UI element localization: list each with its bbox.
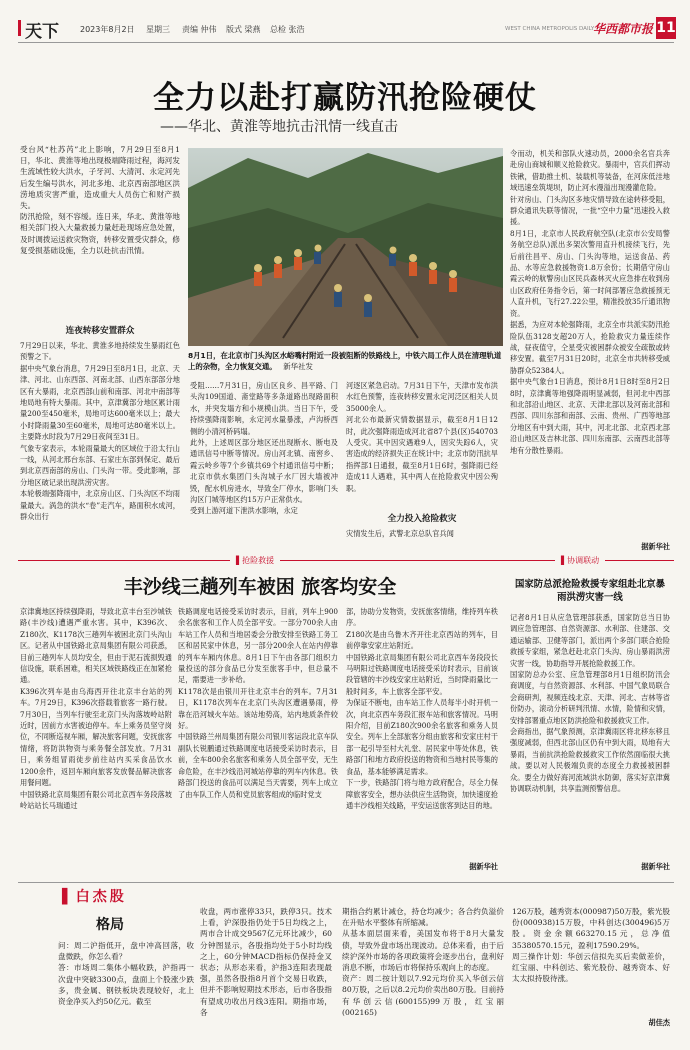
main-subtitle: ——华北、黄淮等地抗击汛情一线直击 [160, 119, 398, 135]
page-number-text: 11 [656, 20, 676, 36]
tag-coordination [555, 554, 605, 567]
proof-credit: 总检 张浩 [270, 25, 305, 34]
article3-headline: 国家防总派抢险救援专家组赴北京暴雨洪涝灾害一线 [514, 579, 665, 603]
article1-col3-text: 河逐区紧急启动。7月31日下午，天津市发布洪水红色预警，连夜转移安置永定河泛区相关人员35000余人。 河北公布最新灾情数据显示，截至8月1日12时，此次强降雨造成河北省87个县(区)540703人受灾。其中因灾遇难9人，因灾失踪6人，灾害造成的经济损失正在统计中；北京市防汛抗旱指挥部1日通报，截至8月1日6时，强降雨已经造成11人遇难，其中两人在抢险救灾中因公殉职。 [346, 381, 498, 493]
paper-logo [593, 18, 655, 38]
issue-weekday: 星期三 [146, 25, 170, 34]
stock-section-title [62, 886, 127, 906]
tag-rescue [230, 554, 280, 567]
article1-signature: 据新华社 [641, 542, 670, 551]
article3-signature: 据新华社 [641, 862, 670, 871]
layout-credit: 版式 梁燕 [226, 25, 261, 34]
tag-rescue-label: 抢险救援 [242, 556, 275, 565]
masthead-rule [18, 42, 674, 43]
union-label: WEST CHINA METROPOLIS DAILY [505, 26, 595, 32]
article2-headline: 丰沙线三趟列车被困 旅客均安全 [123, 576, 397, 598]
photo-credit: 新华社发 [283, 362, 313, 371]
tag-rescue-marker-icon: ▌ [236, 556, 243, 565]
page-number [656, 17, 676, 39]
stock-col4 [512, 906, 670, 1042]
article1-subheading-1: 连夜转移安置群众 [65, 326, 135, 336]
lead-paragraph: 受台风“杜苏芮”北上影响，7月29日至8月1日，华北、黄淮等地出现极端降雨过程，海河发生流域性较大洪水，子牙河、大清河、永定河先后发生编号洪水，河北多地、北京西南部地区洪涝地质灾害严重，造成重大人员伤亡和财产损失。 防汛抢险，刻不容缓。连日来，华北、黄淮等地相关部门投入大量救援力量赶赴现场应急处置，及时调拨运送救灾物资，转移安置受灾群众，修复受损基础设施，全力以赴抗击汛情。 [20, 145, 180, 255]
tag-coordination-label: 协调联动 [567, 556, 600, 565]
section-mark-icon [18, 20, 21, 36]
stock-col1-text: 问：周二沪指低开，盘中冲高回落，收盘微跌，你怎么看？ 答：市场周二集体小幅收跌，沪指再一次盘中突破3300点，盘面上个股涨少跌多，贵金属、钢铁板块表现较好，北上资金净买入约50亿元。截至 [58, 941, 194, 1007]
stock-section-title-text: 白杰股 [75, 889, 127, 905]
news-photo [188, 148, 503, 346]
stock-col2-text: 收盘，两市涨停33只，跌停3只。技术上看，沪深股指仍处于5日均线之上，两市合计成交9567亿元环比减少，60分钟图显示，各股指均处于5小时均线之上，60分钟MACD指标仍保持金叉状态；从形态来看，沪指3连阳表现最强，虽然各股指8月首个交易日收跌，但并不影响短期技术形态，后市各股指有望成功收出月线3连阳。期指市场，各 [200, 907, 332, 1017]
article1-col1 [20, 318, 180, 568]
article2-signature: 据新华社 [469, 862, 498, 871]
article1-col2-text: 受阻……7月31日，房山区良乡、昌平路、门头沟109国道、斋堂路等多条道路出现路面积水，并突发塌方和小规模山洪。当日下午，受持续强降雨影响，永定河水量暴涨，卢沟桥西侧的小清河桥码塌。 此外，上述周区部分地区还出现断水、断电及通讯信号中断等情况。房山河北镇、南窖乡、霞云岭乡等7个乡镇共69个村通讯信号中断；北京市供水集团门头沟城子水厂因大墙被冲毁，配水机房进水，导致全厂停水，影响门头沟区门城等地区约15万户正常供水。 受到上游河道下泄洪水影响，永定 [190, 381, 338, 516]
article1-col4 [510, 148, 670, 568]
section-name: 天下 [25, 22, 59, 42]
tag-coordination-marker-icon: ▌ [561, 556, 568, 565]
article2-col3 [346, 606, 498, 874]
photo-caption [188, 350, 503, 378]
editor-credit: 责编 仲伟 [182, 25, 217, 34]
article1-col1-text: 7月29日以来，华北、黄淮多地持续发生暴雨红色预警之下。 据中央气象台消息，7月29日至8月1日，北京、天津、河北、山东西部、河南北部、山西东部部分地区有大暴雨，北京西部山前和南部、河北中南部等地局地有特大暴雨。其中，京津冀部分地区累计雨量200至450毫米，局地可达600毫米以上；最大小时降雨量30至60毫米，局地可达80毫米以上。主要降水时段为7月29日夜间至31日。 气象专家表示，本轮雨量最大的区域位于沿太行山一线，从河北邢台东部、石家庄东部到保定、最后到北京西南部的房山、门头沟一带。受此影响，部分地区破记录出现洪涝灾害。 本轮极端强降雨中，北京房山区、门头沟区不均雨量最大。涡急的洪水“卷”走汽车，路面积水成河，群众出行 [20, 341, 180, 522]
article3-text: 记者8月1日从应急管理部获悉，国家防总当日协调应急管理部、自然资源部、水利部、住建部、交通运输部、卫健等部门，派出两个多部门联合抢险救援专家组，紧急赶赴北京门头沟、房山暴雨洪涝灾害一线，协助指导开展抢险救援工作。 国家防总办公室、应急管理部8月1日组织防汛会商调度，与自然资源部、水利部、中国气象局联合会商研判，视频连线北京、天津、河北、吉林等省份防办，滚动分析研判汛情、水情，险情和灾情，安排部署重点地区防洪抢险和救援救灾工作。 会商指出，据气象预测，京津冀雨区将北移东移且强度减弱，但西北部山区仍有中到大雨，局地有大暴雨，当前抗洪抢险救援救灾工作依然面临很大挑战。要以对人民极端负责的态度全力救援被困群众。要全力做好海河流域洪水防御，落实好京津冀协调联动机制，共享监测预警信息。 [510, 613, 670, 794]
main-headline: 全力以赴打赢防汛抢险硬仗 [153, 80, 537, 116]
article3-body [510, 612, 670, 874]
masthead [0, 0, 690, 44]
paper-logo-text: 华西都市报 [593, 22, 654, 36]
rescue-scene-image [188, 148, 503, 346]
stock-section-bar-icon: ▌ [62, 889, 76, 905]
stock-col4-text: 126万股，越秀资本(000987)50万股，紫光股份(000938)15万股，中科创达(300496)5万股。资金余额663270.15元，总净值35380570.15元，盈利17590.29%。 周三操作计划：华创云信拟先买后卖做差价，红宝丽、中科创达、紫光股份、越秀资本、好太太拟持股待涨。 [512, 907, 670, 984]
article1-col4-text: 令而动，机关和部队火速动员，2000余名官兵奔赴房山商城和顺义抢险救灾。暴雨中，官兵们挥动铁锹，借助推土机、装载机等装备，在河床低洼地域迅速垒筑堤坝，防止河水漫溢出现漫灌危险。 针对房山、门头沟区多地灾情导致在途转移受阻，群众通讯失联等情况，一批“空中力量”迅速投入救援。 8月1日，北京市人民政府航空队(北京市公安局警务航空总队)派出多架次警用直升机接续飞行，先后前往昌平、房山、门头沟等地，运送食品、药品、水等应急救援物资1.8万余份；长期借守房山霞云岭的航警房山区民兵森林灭火应急排在收到房山区政府任务指令后，第一时间部署应急救援预无人直升机，飞行27.22公里，精准投放35斤通讯物资。 据悉，为应对本轮强降雨，北京全市共派实防汛抢险队伍3128支超20万人，抢险救灾力量连续作战，昼夜值守，仝星受灾被困群众被安全疏散或转移安置。截至7月31日20时，北京全市共转移受威胁群众52384人。 据中央气象台1日消息，预计8月1日8时至8月2日8时，京津冀等地强降雨明显减弱，但河北中西部和北部沿山地区、北京、天津北部以及河南北部和西部、四川东部和南部、云南、贵州、广西等地部分地区有中到大雨，其中，河北北部、北京西北部沿山地区及吉林北部、四川东南部、云南西北部等地有分散性暴雨。 [510, 149, 670, 455]
article1-col3b-text: 灾情发生后，武警北京总队官兵闻 [346, 529, 454, 538]
stock-column-title: 格局 [96, 917, 124, 933]
article2-col2-text: 铁路调度电话接受采访时表示，目前，列车上900余名旅客和工作人员全部平安。一部分700余人由车站工作人员和当地居委会分散安排至铁路工务工区和居民家中休息，另一部分200余人在站内停靠的列车车厢内休息。8月1日下午由各部门组织力量投送的部分食品已分发至旅客手中，但总量不足，需要进一步补给。 K1178次是由银川开往北京丰台的列车。7月31日，K1178次列车在北京门头沟区遭遇暴雨，停靠在沿河城火车站。该站地势高，站内地质条件较好。 中国铁路兰州局集团有限公司银川客运段北京车队副队长锐鹏通过铁路调度电话接受采访时表示，目前，全车800余名旅客和乘务人员全部平安，无生命危险，在丰沙线沿河城站停靠的列车内休息。铁路部门投送的食品可以满足当天需要，列车上成立了由车队工作人员和党员旅客组成的临时党支 [178, 607, 338, 799]
photo-caption-text: 8月1日，在北京市门头沟区水峪嘴村附近一段被阻断的铁路线上，中铁六局工作人员在清理轨道上的杂物，全力恢复交通。 [188, 351, 502, 371]
article2-col1-text: 京津冀地区持续强降雨，导致北京丰台至沙城铁路(丰沙线)遭遇严重水害。其中，K396次、Z180次、K1178次三趟列车被困北京门头沟山区。记者从中国铁路北京局集团有限公司获悉，目前三趟列车人员均安全，但由于泥石流损毁通信设施，联系困难，相关区域铁路线正在加紧抢通。 K396次列车是由乌海西开往北京丰台站的列车。7月29日，K396次搭载着旅客一路行驶。7月30日，当列车行驶至北京门头沟落坡岭站附近时，因前方水害被迫停车。车上乘务员坚守岗位，不同断巡视车厢，解决旅客问题，安抚旅客情绪，将防洪物资与乘务餐全部发放。7月31日，乘务组冒雨徒步前往站内买采食品饮水1200余件，返回车厢向旅客发放餐品解决旅客用餐问题。 中国铁路北京局集团有限公司北京西车务段落坡岭站站长马瑞通过 [20, 607, 172, 810]
article1-col3 [346, 380, 498, 568]
article1-subheading-2: 全力投入抢险救灾 [387, 514, 457, 524]
stock-section-rule [18, 882, 674, 883]
stock-col3-text: 期指合约累计减仓，持仓均减少；各合约负溢价在升贴水平整体有所缩减。 从基本面层面来看，美国发布将于8月大量发债，导致外盘市场出现波动。总体来看，由于后续沪深外市场的各项政策将会逐步出台，盘利好消息不断，市场后市将保持乐观向上的态度。 资产：周二按计划以7.92元均价买入华创云信80万股，之后以8.2元均价卖出80万股。目前持有华创云信(600155)99万股，红宝丽(002165) [342, 907, 504, 1017]
stock-signature: 胡佳杰 [648, 1018, 670, 1027]
issue-date: 2023年8月2日 [80, 25, 135, 34]
article2-col3-text: 部，协助分发物资，安抚旅客情绪，维持列车秩序。 Z180次是由乌鲁木齐开往北京西站的列车，目前停靠安家庄站附近。 中国铁路北京局集团有限公司北京西车务段段长马明阳过铁路调度电话接受采访时表示，目前该段管辖的丰沙线安家庄站附近，当时降雨量比一般时间多，车上旅客全部平安。 为保证不断电，由车站工作人员每半小时开机一次，向北京西车务段汇报车站和旅客情况。马明阳介绍，目前Z180次900余名旅客和乘务人员安全。列车上全部旅客分组由旅客和安家庄村干部一起引导至村大礼堂、居民家中等处休息，铁路部门和地方政府投送的物资和当地村民等集的食品，基本能够满足需求。 下一步，铁路部门将与地方政府配合，尽全力保障旅客安全，想办法供应生活物资，加快速度抢通丰沙线相关线路，平安运送旅客到达目的地。 [346, 607, 498, 810]
